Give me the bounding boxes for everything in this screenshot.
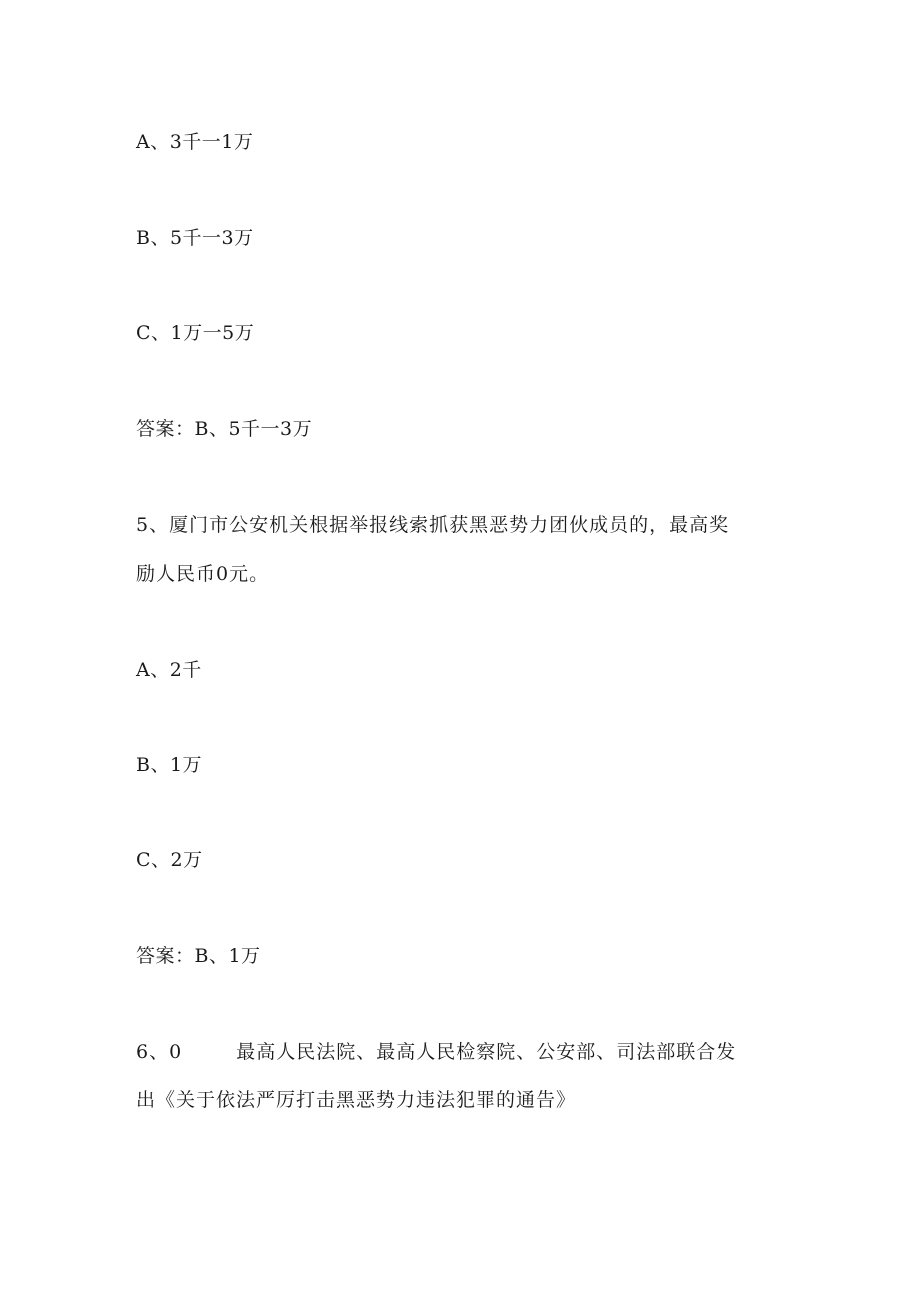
q6-number: 6、0 <box>136 1041 183 1063</box>
q5-answer: 答案：B、1万 <box>136 945 261 967</box>
q6-question-text: 最高人民法院、最高人民检察院、公安部、司法部联合发 <box>236 1041 737 1063</box>
q4-answer: 答案：B、5千一3万 <box>136 418 313 440</box>
q5-option-c: C、2万 <box>136 849 203 871</box>
q5-option-a: A、2千 <box>136 659 202 681</box>
q4-option-b: B、5千一3万 <box>136 227 254 249</box>
q5-option-b: B、1万 <box>136 754 203 776</box>
q6-question-line-1 <box>136 1040 736 1064</box>
q6-question-line-2: 出《关于依法严厉打击黑恶势力违法犯罪的通告》 <box>136 1089 577 1111</box>
q5-question-line-1: 5、厦门市公安机关根据举报线索抓获黑恶势力团伙成员的，最高奖 <box>136 514 730 536</box>
q4-option-c: C、1万一5万 <box>136 322 255 344</box>
q4-option-a: A、3千一1万 <box>136 131 254 153</box>
q5-question-line-2: 励人民币0元。 <box>136 563 270 585</box>
